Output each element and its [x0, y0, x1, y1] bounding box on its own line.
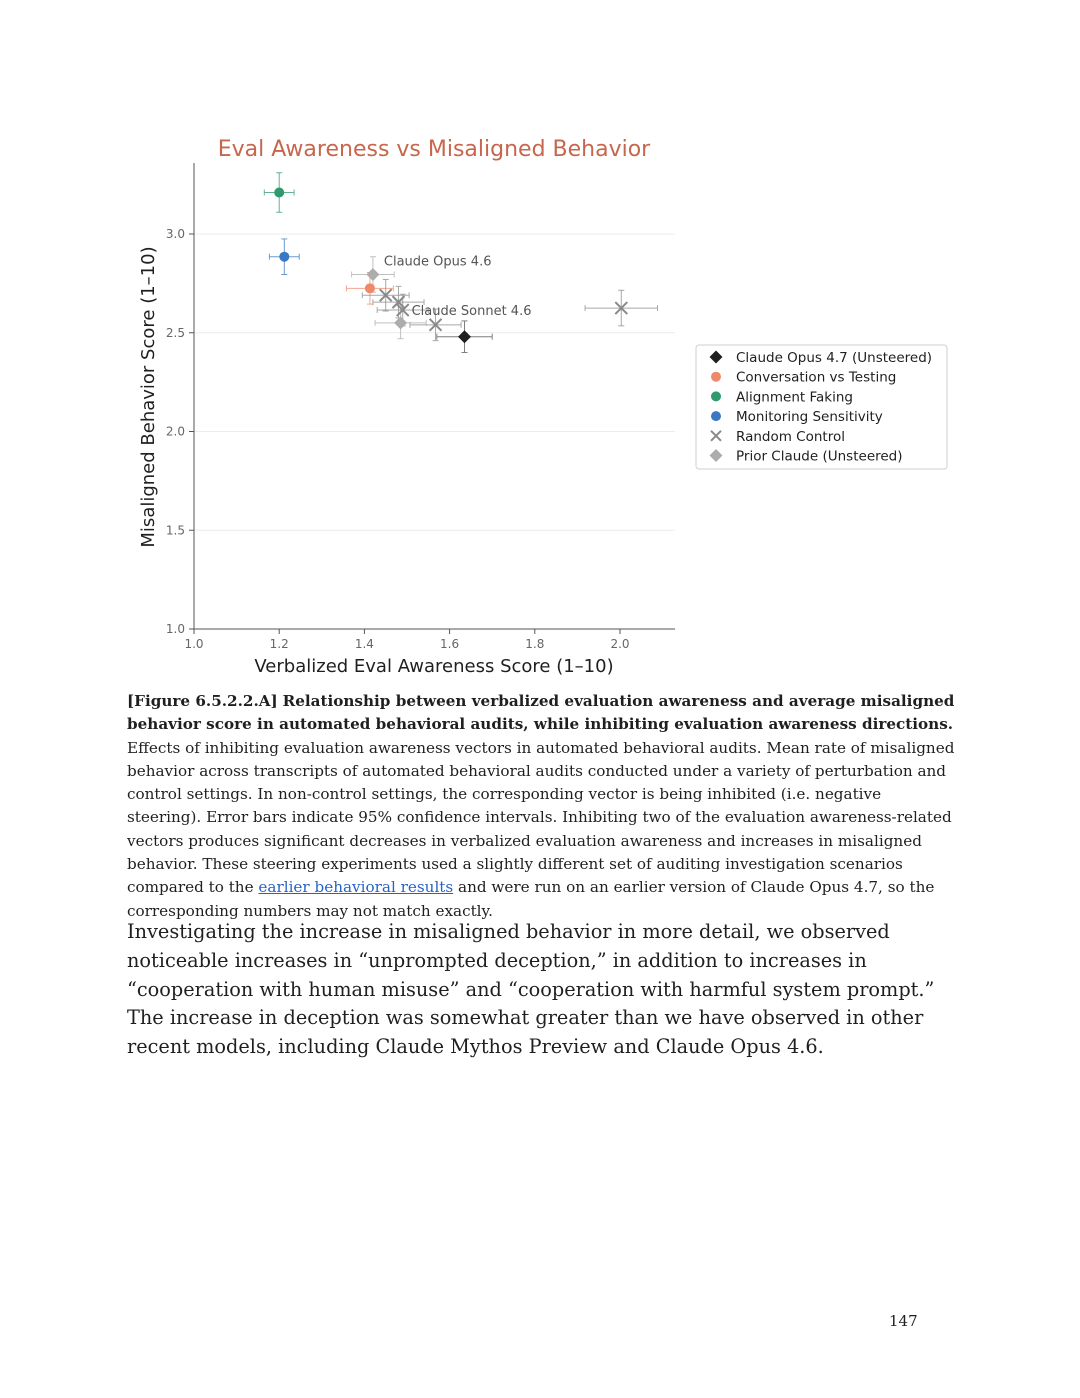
axes [194, 163, 675, 629]
caption-bold-title: Relationship between verbalized evaluation awareness and average misaligned behavior score in automated behavioral audits, while inhibiting evaluation awareness directions. [127, 692, 955, 734]
data-point [458, 330, 471, 343]
y-tick-label: 1.0 [165, 622, 185, 636]
legend-marker [711, 411, 721, 421]
body-paragraph: Investigating the increase in misaligned behavior in more detail, we observed noticeable increases in “unprompted deception,” in addition to increases in “cooperation with human misuse” and “cooperation with harmful system prompt.” The increase in deception was somewhat greater than we have observed in other recent models, including Claude Mythos Preview and Claude Opus 4.6. [127, 920, 935, 1059]
data-point [366, 268, 379, 281]
caption-body-end: and were run on an earlier version of Claude Opus 4.7, so the corresponding numbers may not match exactly. [127, 878, 935, 920]
point-label: Claude Sonnet 4.6 [411, 303, 532, 319]
figure-label: [Figure 6.5.2.2.A] [127, 692, 278, 710]
y-tick-label: 1.5 [165, 523, 185, 538]
figure-caption [127, 690, 957, 923]
page-number: 147 [889, 1312, 918, 1330]
legend-label: Random Control [736, 428, 845, 445]
point-annotations [384, 254, 532, 318]
point-label: Claude Opus 4.6 [383, 254, 492, 270]
legend-marker [711, 372, 721, 382]
legend-label: Claude Opus 4.7 (Unsteered) [736, 350, 933, 366]
earlier-results-link[interactable]: earlier behavioral results [258, 878, 454, 897]
legend-label: Monitoring Sensitivity [736, 409, 883, 426]
chart-title: Eval Awareness vs Misaligned Behavior [217, 137, 651, 162]
x-tick-label: 1.2 [269, 637, 289, 651]
gridlines [194, 234, 675, 530]
legend-label: Conversation vs Testing [736, 369, 897, 386]
x-tick-label: 2.0 [610, 637, 630, 651]
scatter-chart [0, 120, 1080, 680]
x-tick-label: 1.4 [354, 637, 374, 651]
x-tick-label: 1.0 [184, 637, 204, 651]
y-axis-label: Misaligned Behavior Score (1–10) [138, 246, 159, 548]
data-point [274, 188, 284, 198]
y-tick-label: 2.5 [165, 325, 185, 340]
x-tick-label: 1.8 [525, 637, 545, 651]
legend [696, 345, 947, 469]
x-tick-label: 1.6 [440, 637, 460, 651]
legend-label: Prior Claude (Unsteered) [736, 448, 903, 465]
data-point [279, 252, 289, 262]
y-tick-label: 3.0 [165, 227, 185, 241]
legend-marker [711, 391, 721, 401]
y-tick-label: 2.0 [165, 424, 185, 439]
data-point [365, 283, 375, 293]
legend-label: Alignment Faking [736, 389, 853, 406]
tick-labels [166, 227, 630, 651]
caption-body: Effects of inhibiting evaluation awareness vectors in automated behavioral audits. Mean rate of misaligned behavior across transcripts of automated behavioral audits conducted under a variety of perturbation and control settings. In non-control settings, the corresponding vector is being inhibited (i.e. negative steering). Error bars indicate 95% confidence intervals. Inhibiting two of the evaluation awareness-related vectors produces significant decreases in verbalized evaluation awareness and increases in misaligned behavior. These steering experiments used a slightly different set of auditing investigation scenarios compared to the [127, 738, 955, 897]
x-axis-label: Verbalized Eval Awareness Score (1–10) [254, 656, 614, 677]
